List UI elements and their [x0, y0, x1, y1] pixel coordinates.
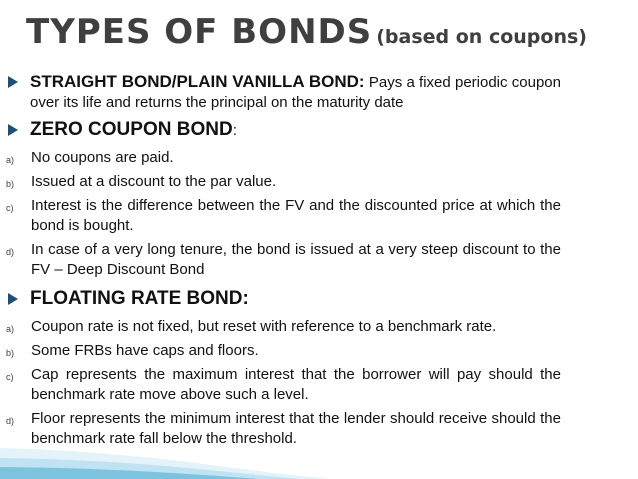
- bullet-zero-coupon-bond: [8, 120, 561, 141]
- zero-coupon-heading: ZERO COUPON BOND: [30, 119, 233, 140]
- list-item: [6, 240, 561, 280]
- bullet-floating-rate-bond: [8, 289, 561, 310]
- list-item: [6, 341, 561, 361]
- item-letter: b): [6, 348, 15, 358]
- item-text: Some FRBs have caps and floors.: [31, 342, 259, 359]
- triangle-bullet-icon: [8, 76, 18, 88]
- item-letter: a): [6, 324, 15, 334]
- bullet-straight-bond: [8, 72, 561, 113]
- item-text: Cap represents the maximum interest that the borrower will pay should the benchmark rate move above such a level.: [31, 366, 561, 403]
- item-letter: b): [6, 179, 15, 189]
- item-text: No coupons are paid.: [31, 149, 174, 166]
- item-text: Issued at a discount to the par value.: [31, 173, 277, 190]
- list-item: [6, 365, 561, 405]
- triangle-bullet-icon: [8, 124, 18, 136]
- list-item: [6, 196, 561, 236]
- item-letter: a): [6, 155, 15, 165]
- item-letter: d): [6, 247, 15, 257]
- item-text: In case of a very long tenure, the bond is issued at a very steep discount to the FV – Deep Discount Bond: [31, 241, 561, 278]
- list-item: [6, 172, 561, 192]
- list-item: [6, 409, 561, 449]
- item-letter: c): [6, 372, 14, 382]
- item-letter: c): [6, 203, 14, 213]
- triangle-bullet-icon: [8, 293, 18, 305]
- item-text: Floor represents the minimum interest that the lender should receive should the benchmark rate fall below the threshold.: [31, 410, 561, 447]
- zero-coupon-colon: :: [232, 122, 237, 139]
- list-item: [6, 148, 561, 168]
- title-subtitle: (based on coupons): [376, 26, 587, 48]
- item-letter: d): [6, 416, 15, 426]
- list-item: [6, 317, 561, 337]
- straight-bond-heading: STRAIGHT BOND/PLAIN VANILLA BOND:: [30, 72, 365, 91]
- slide-title: [26, 12, 587, 57]
- item-text: Coupon rate is not fixed, but reset with reference to a benchmark rate.: [31, 318, 497, 335]
- straight-bond-description: Pays a fixed periodic coupon over its life and returns the principal on the maturity date: [30, 74, 561, 111]
- floating-rate-heading: FLOATING RATE BOND:: [30, 288, 249, 309]
- item-text: Interest is the difference between the FV and the discounted price at which the bond is bought.: [31, 197, 561, 234]
- title-main: TYPES OF BONDS: [26, 12, 373, 52]
